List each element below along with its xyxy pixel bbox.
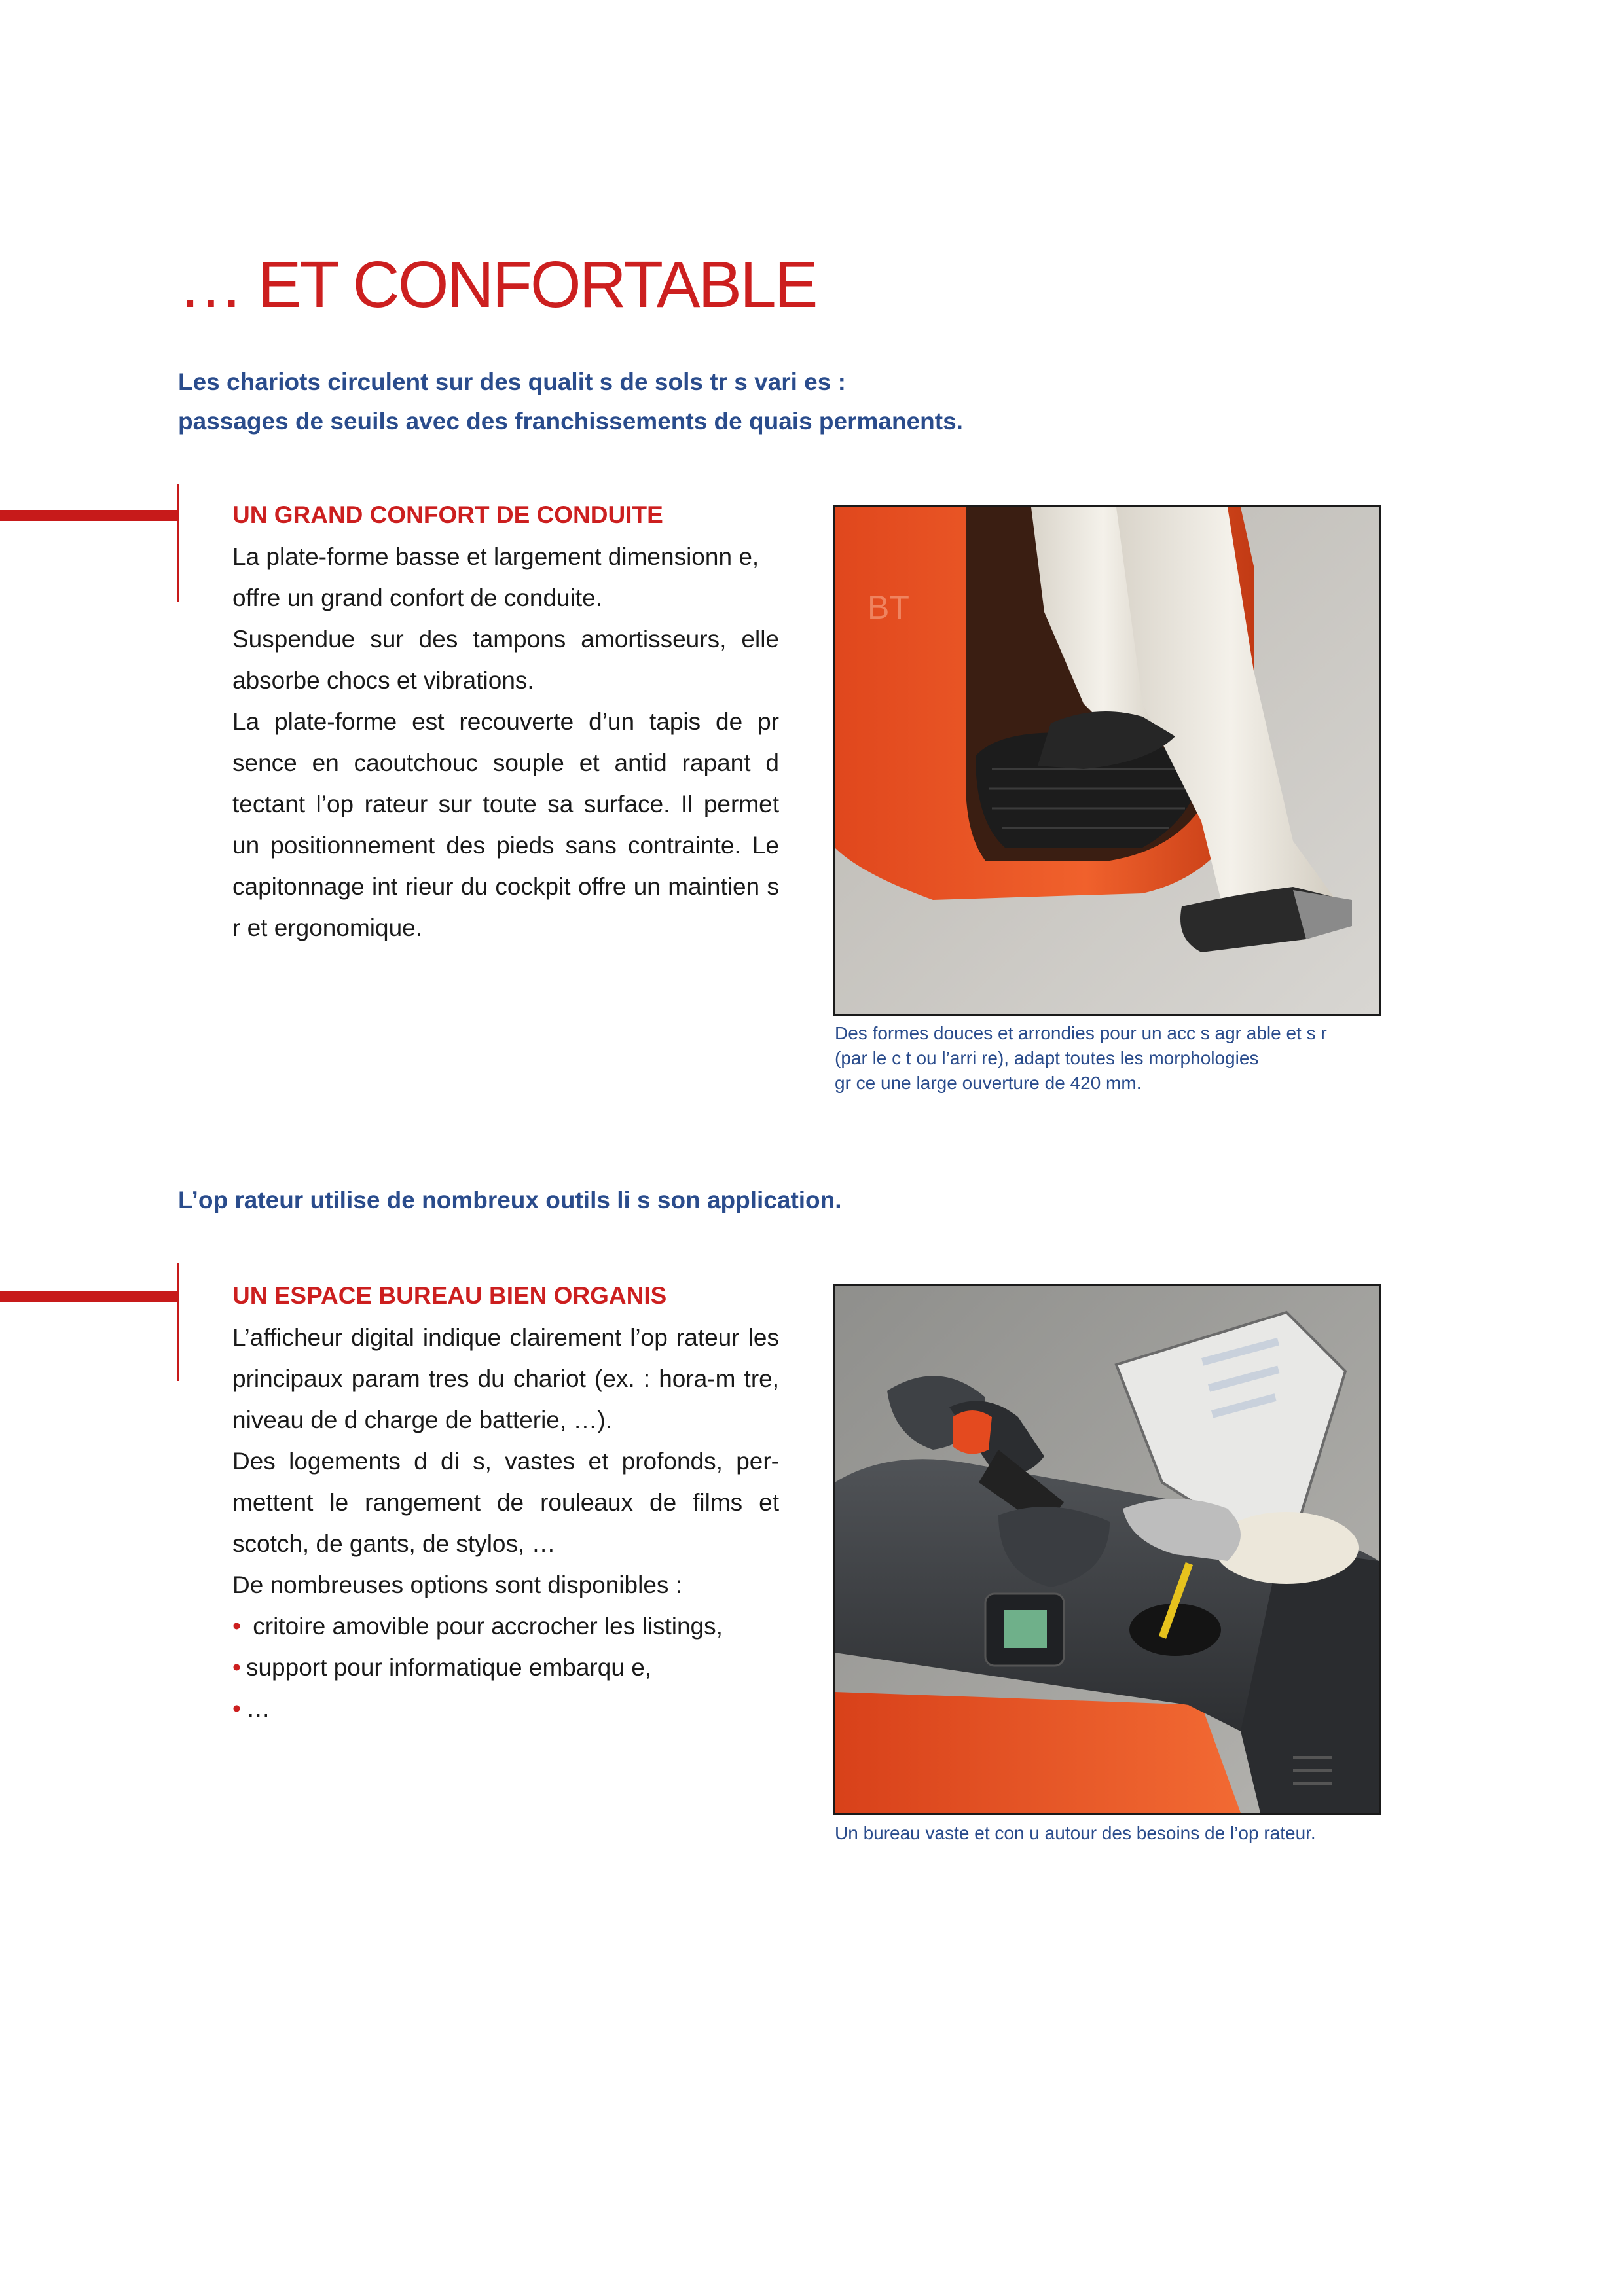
- console-photo: [833, 1284, 1381, 1815]
- paragraph: La plate-forme basse et largement dimensionn e, offre un grand confort de conduite.: [232, 543, 759, 611]
- list-item: • support pour informatique embarqu e,: [232, 1654, 652, 1681]
- paragraph: De nombreuses options sont disponibles :: [232, 1571, 682, 1598]
- list-item: • …: [232, 1695, 270, 1722]
- paragraph: Des logements d di s, vastes et profonds, per-mettent le rangement de rouleaux de films et scotch, de gants, de stylos, …: [232, 1448, 779, 1557]
- section-marker-bar: [0, 510, 178, 521]
- options-list: [232, 1605, 779, 1729]
- platform-photo: [833, 505, 1381, 1016]
- svg-text:BT: BT: [867, 589, 909, 626]
- section-heading: UN ESPACE BUREAU BIEN ORGANIS: [232, 1282, 667, 1309]
- section-driving-comfort: [232, 494, 779, 948]
- section-marker-line: [177, 1263, 179, 1381]
- page-title: … ET CONFORTABLE: [178, 248, 816, 321]
- bullet-icon: •: [232, 1654, 241, 1681]
- bullet-icon: •: [232, 1613, 241, 1640]
- paragraph: Suspendue sur des tampons amortisseurs, elle absorbe chocs et vibrations.: [232, 626, 779, 694]
- intro-line-2: passages de seuils avec des franchissements de quais permanents.: [178, 408, 963, 435]
- photo-caption: Un bureau vaste et con u autour des besoins de l’op rateur.: [835, 1823, 1316, 1843]
- list-item: • critoire amovible pour accrocher les listings,: [232, 1613, 723, 1640]
- section-office-space: [232, 1275, 779, 1729]
- paragraph: La plate-forme est recouverte d’un tapis de pr sence en caoutchouc souple et antid rapant d tectant l’op rateur sur toute sa surface. Il permet un positionnement des pieds sans contrainte. Le capitonnage int rieur du cockpit offre un maintien s r et ergonomique.: [232, 708, 779, 941]
- bullet-icon: •: [232, 1695, 241, 1722]
- photo-caption: Des formes douces et arrondies pour un acc s agr able et s r (par le c t ou l’arri re), adapt toutes les morphologies gr ce une large ouverture de 420 mm.: [835, 1023, 1327, 1093]
- section-marker-bar: [0, 1291, 178, 1302]
- section-heading: UN GRAND CONFORT DE CONDUITE: [232, 501, 663, 528]
- paragraph: L’afficheur digital indique clairement l’op rateur les principaux param tres du chariot (ex. : hora-m tre, niveau de d charge de batterie, …).: [232, 1324, 779, 1433]
- intro-line-3: L’op rateur utilise de nombreux outils li s son application.: [178, 1187, 842, 1213]
- intro-line-1: Les chariots circulent sur des qualit s de sols tr s vari es :: [178, 368, 846, 395]
- section-marker-line: [177, 484, 179, 602]
